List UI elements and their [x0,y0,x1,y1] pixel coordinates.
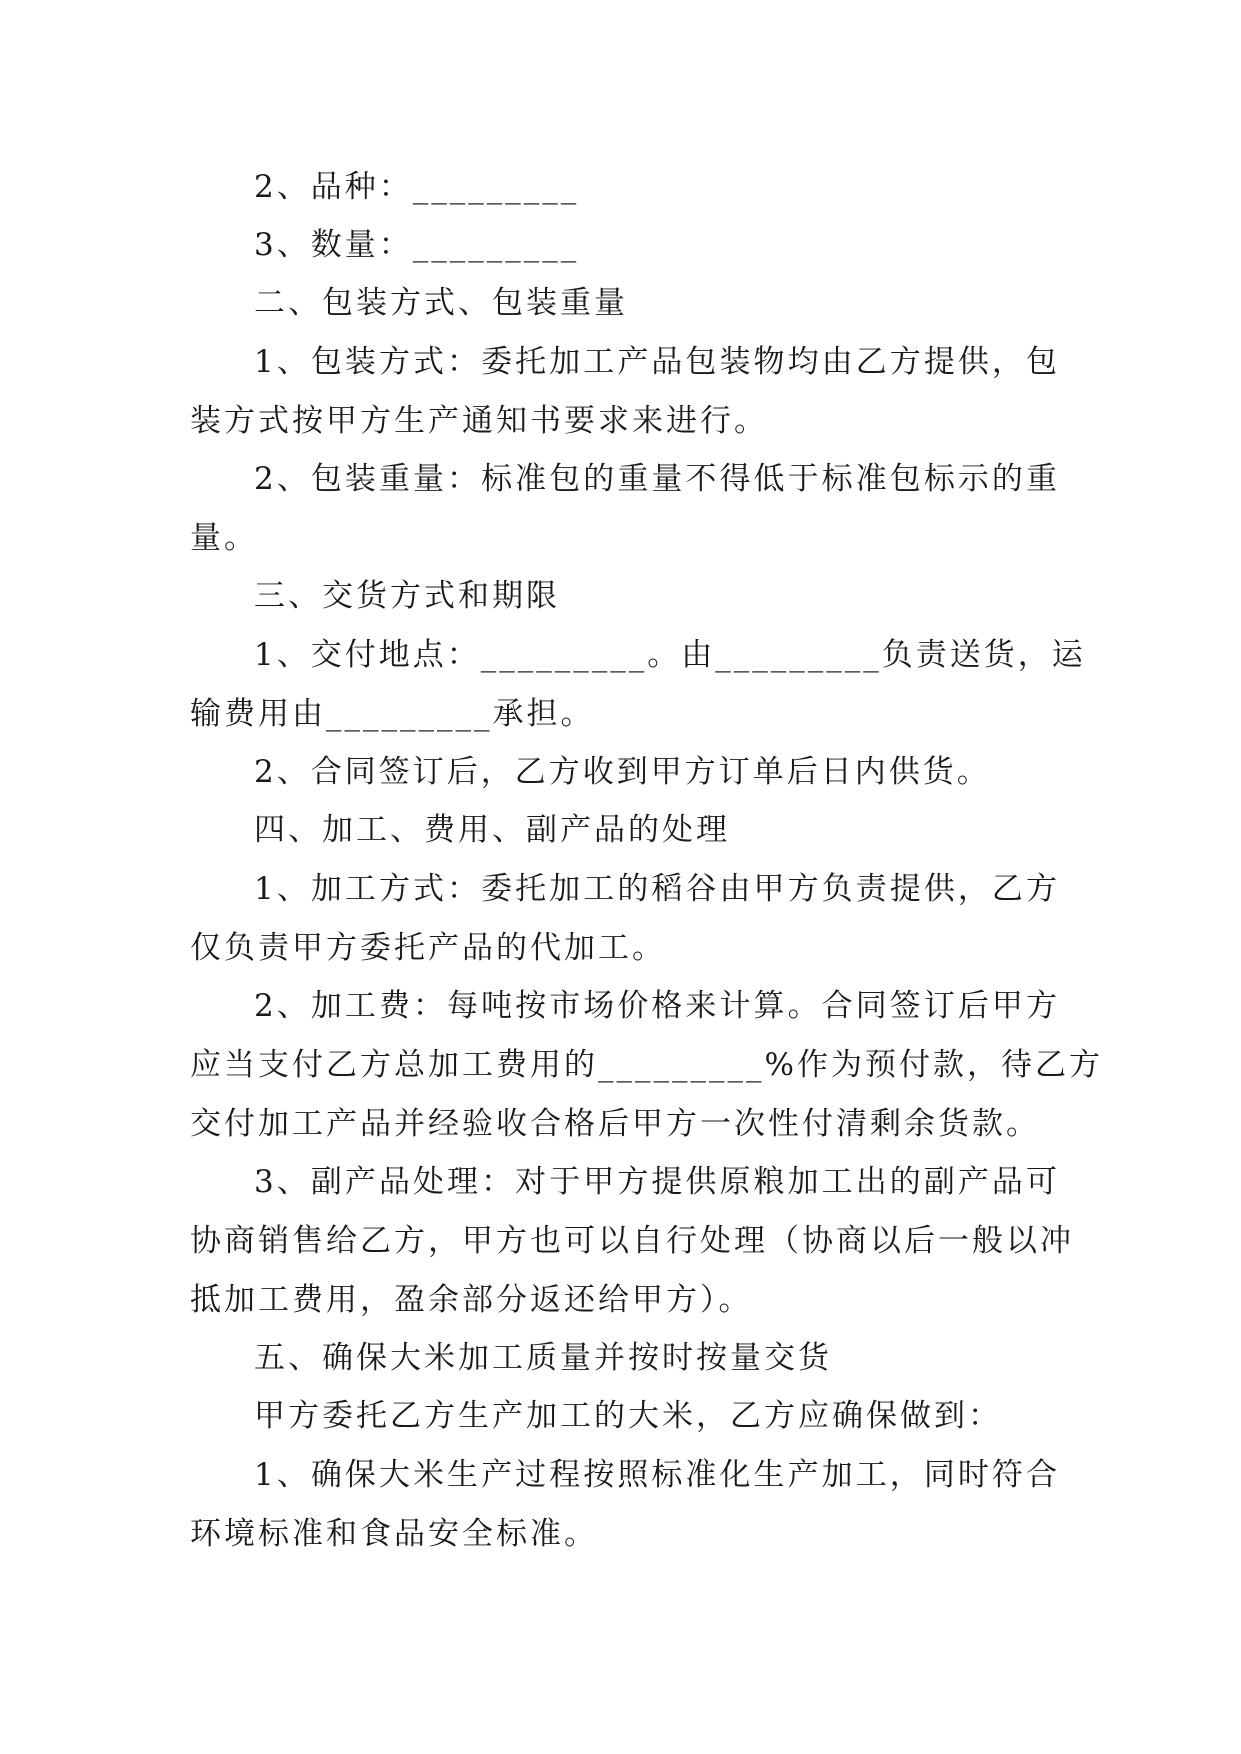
paragraph-quality-intro: 甲方委托乙方生产加工的大米，乙方应确保做到： [254,1398,1002,1434]
paragraph-delivery-place-line2: 输费用由_________承担。 [190,696,595,732]
paragraph-delivery-time: 2、合同签订后，乙方收到甲方订单后日内供货。 [254,754,991,790]
paragraph-processing-fee-line3: 交付加工产品并经验收合格后甲方一次性付清剩余货款。 [190,1106,1040,1142]
paragraph-delivery-place-line1: 1、交付地点：_________。由_________负责送货，运 [254,637,1086,673]
section-heading-processing: 四、加工、费用、副产品的处理 [254,812,730,848]
paragraph-packaging-method-line1: 1、包装方式：委托加工产品包装物均由乙方提供，包 [254,344,1060,380]
item-quantity: 3、数量：_________ [254,227,580,263]
section-heading-packaging: 二、包装方式、包装重量 [254,285,628,321]
paragraph-byproduct-line3: 抵加工费用，盈余部分返还给甲方）。 [190,1282,753,1318]
paragraph-quality-standard-line1: 1、确保大米生产过程按照标准化生产加工，同时符合 [254,1457,1060,1493]
paragraph-byproduct-line2: 协商销售给乙方，甲方也可以自行处理（协商以后一般以冲 [190,1223,1074,1259]
paragraph-quality-standard-line2: 环境标准和食品安全标准。 [190,1516,598,1552]
section-heading-delivery: 三、交货方式和期限 [254,578,560,614]
paragraph-packaging-weight-line1: 2、包装重量：标准包的重量不得低于标准包标示的重 [254,461,1060,497]
paragraph-packaging-weight-line2: 量。 [190,520,258,556]
paragraph-processing-method-line1: 1、加工方式：委托加工的稻谷由甲方负责提供，乙方 [254,871,1060,907]
paragraph-byproduct-line1: 3、副产品处理：对于甲方提供原粮加工出的副产品可 [254,1164,1060,1200]
paragraph-processing-method-line2: 仅负责甲方委托产品的代加工。 [190,930,666,966]
paragraph-processing-fee-line1: 2、加工费：每吨按市场价格来计算。合同签订后甲方 [254,988,1060,1024]
item-variety: 2、品种：_________ [254,169,580,205]
paragraph-packaging-method-line2: 装方式按甲方生产通知书要求来进行。 [190,403,768,439]
section-heading-quality: 五、确保大米加工质量并按时按量交货 [254,1340,832,1376]
paragraph-processing-fee-line2: 应当支付乙方总加工费用的_________%作为预付款，待乙方 [190,1047,1103,1083]
